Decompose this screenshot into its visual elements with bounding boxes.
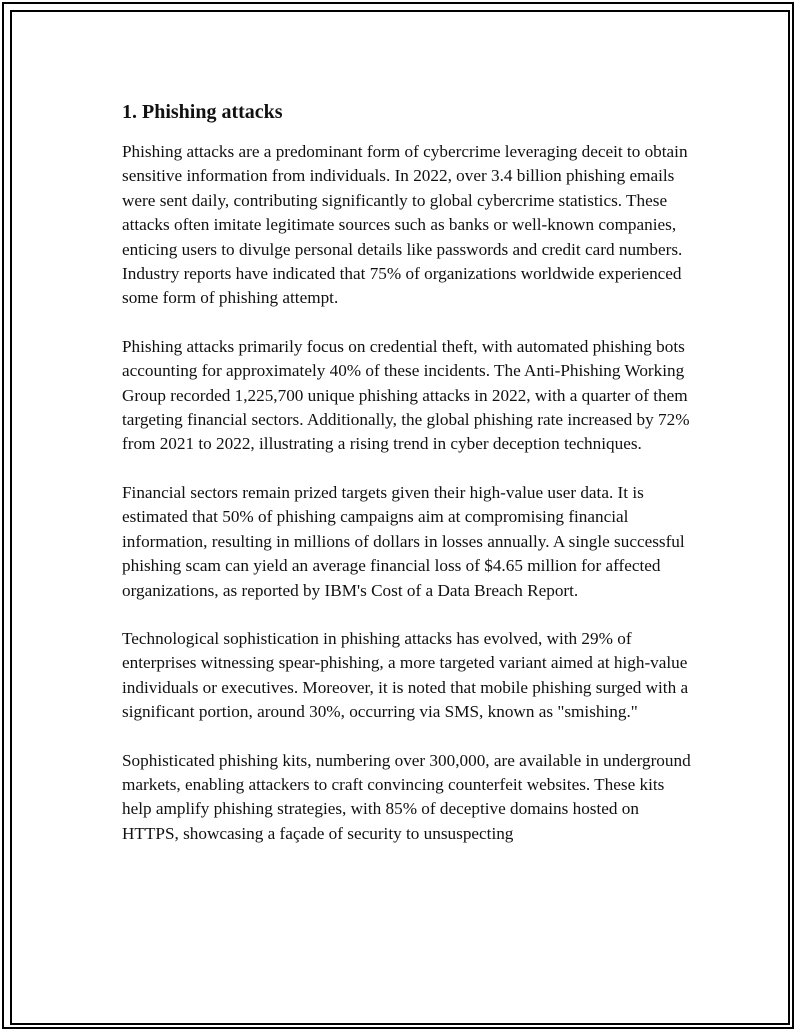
section-heading: 1. Phishing attacks <box>122 101 283 123</box>
paragraph-5: Sophisticated phishing kits, numbering over 300,000, are available in underground markets, enabling attackers to craft convincing counterfeit websites. These kits help amplify phishing strategies, with 85% of deceptive domains hosted on HTTPS, showcasing a façade of security to unsuspecting <box>122 750 691 843</box>
page-outer-border <box>2 2 794 1029</box>
page-inner-border <box>10 10 790 1025</box>
paragraph-1: Phishing attacks are a predominant form of cybercrime leveraging deceit to obtain sensitive information from individuals. In 2022, over 3.4 billion phishing emails were sent daily, contributing significantly to global cybercrime statistics. These attacks often imitate legitimate sources such as banks or well-known companies, enticing users to divulge personal details like passwords and credit card numbers. Industry reports have indicated that 75% of organizations worldwide experienced some form of phishing attempt. <box>122 142 688 308</box>
paragraph-4: Technological sophistication in phishing attacks has evolved, with 29% of enterprises witnessing spear-phishing, a more targeted variant aimed at high-value individuals or executives. Moreover, it is noted that mobile phishing surged with a significant portion, around 30%, occurring via SMS, known as "smishing." <box>122 628 689 722</box>
paragraph-3: Financial sectors remain prized targets given their high-value user data. It is estimated that 50% of phishing campaigns aim at compromising financial information, resulting in millions of dollars in losses annually. A single successful phishing scam can yield an average financial loss of $4.65 million for affected organizations, as reported by IBM's Cost of a Data Breach Report. <box>122 482 685 600</box>
paragraph-2: Phishing attacks primarily focus on credential theft, with automated phishing bots accounting for approximately 40% of these incidents. The Anti-Phishing Working Group recorded 1,225,700 unique phishing attacks in 2022, with a quarter of them targeting financial sectors. Additionally, the global phishing rate increased by 72% from 2021 to 2022, illustrating a rising trend in cyber deception techniques. <box>122 336 690 454</box>
document-body <box>122 98 697 870</box>
